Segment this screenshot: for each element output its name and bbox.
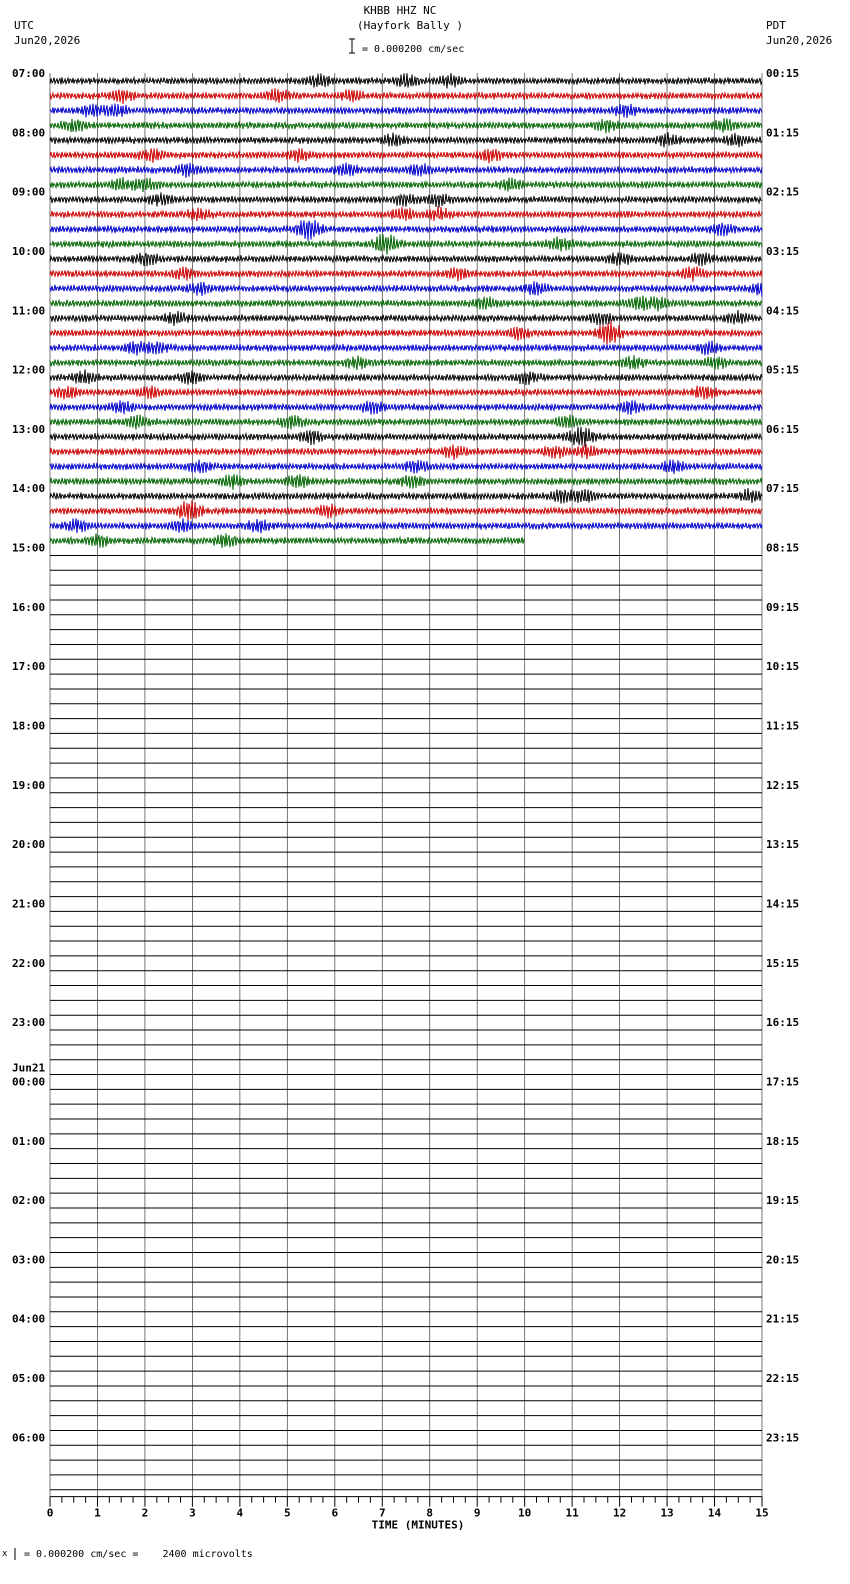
- right-hour-label: 15:15: [766, 956, 800, 970]
- station-title: KHBB HHZ NC: [363, 4, 437, 17]
- right-hour-label: 11:15: [766, 719, 800, 733]
- seismic-trace: [50, 415, 762, 430]
- left-hour-label: 22:00: [12, 956, 46, 970]
- seismic-trace: [50, 163, 762, 178]
- right-timezone: PDT: [766, 19, 786, 32]
- seismic-trace: [50, 148, 762, 163]
- x-tick-label: 2: [141, 1506, 149, 1520]
- left-hour-label: 21:00: [12, 897, 46, 911]
- seismic-trace: [50, 310, 762, 326]
- left-hour-label: 13:00: [12, 422, 46, 436]
- right-hour-label: 08:15: [766, 541, 800, 555]
- x-tick-label: 4: [236, 1506, 244, 1520]
- seismic-trace: [50, 355, 762, 370]
- right-hour-label: 03:15: [766, 244, 800, 258]
- x-tick-label: 3: [189, 1506, 196, 1520]
- x-tick-label: 15: [755, 1506, 769, 1520]
- x-tick-label: 11: [565, 1506, 579, 1520]
- left-hour-label: 23:00: [12, 1016, 46, 1030]
- right-hour-label: 00:15: [766, 67, 800, 80]
- x-tick-label: 12: [612, 1506, 627, 1520]
- x-tick-label: 10: [518, 1506, 532, 1520]
- right-hour-label: 19:15: [766, 1194, 800, 1208]
- seismic-trace: [50, 266, 762, 281]
- right-hour-label: 17:15: [766, 1075, 800, 1089]
- right-hour-label: 10:15: [766, 660, 800, 674]
- seismic-trace: [50, 104, 762, 119]
- seismic-trace: [50, 321, 762, 345]
- right-hour-label: 13:15: [766, 838, 800, 852]
- right-hour-label: 01:15: [766, 126, 800, 140]
- left-hour-label: 18:00: [12, 719, 46, 733]
- left-hour-label: 09:00: [12, 185, 46, 199]
- left-hour-label: 17:00: [12, 660, 46, 674]
- x-tick-label: 14: [707, 1506, 722, 1520]
- seismic-trace: [50, 518, 762, 533]
- seismic-trace: [50, 296, 762, 312]
- seismic-trace: [50, 385, 762, 399]
- footer-mark: x: [2, 1549, 8, 1559]
- x-tick-label: 7: [378, 1506, 386, 1520]
- left-hour-label: 14:00: [12, 482, 46, 496]
- right-hour-label: 22:15: [766, 1372, 800, 1386]
- seismic-trace: [50, 427, 762, 448]
- x-tick-label: 6: [331, 1506, 339, 1520]
- x-tick-label: 8: [426, 1506, 434, 1520]
- seismic-trace: [50, 460, 762, 475]
- right-hour-label: 14:15: [766, 897, 800, 911]
- x-tick-label: 9: [473, 1506, 481, 1520]
- x-tick-label: 13: [660, 1506, 674, 1520]
- left-hour-label: 15:00: [12, 541, 46, 555]
- left-hour-label: 08:00: [12, 126, 46, 140]
- date-change-label: Jun21: [12, 1061, 46, 1075]
- x-axis-label: TIME (MINUTES): [371, 1518, 465, 1532]
- left-hour-label: 02:00: [12, 1194, 46, 1208]
- scale-label: = 0.000200 cm/sec: [362, 44, 465, 55]
- left-hour-label: 20:00: [12, 838, 46, 852]
- seismic-trace: [50, 253, 762, 267]
- seismic-trace: [50, 73, 762, 88]
- right-hour-label: 18:15: [766, 1134, 800, 1148]
- left-hour-label: 06:00: [12, 1431, 46, 1445]
- left-hour-label: 03:00: [12, 1253, 46, 1267]
- seismic-trace: [50, 88, 762, 104]
- seismic-trace: [50, 369, 762, 385]
- seismic-trace: [50, 192, 762, 207]
- right-hour-label: 07:15: [766, 482, 800, 496]
- right-hour-label: 09:15: [766, 600, 800, 614]
- left-hour-label: 05:00: [12, 1372, 46, 1386]
- right-hour-label: 20:15: [766, 1253, 800, 1267]
- left-date: Jun20,2026: [14, 34, 81, 47]
- footer-scale-note: = 0.000200 cm/sec = 2400 microvolts: [24, 1549, 253, 1560]
- right-hour-label: 04:15: [766, 304, 800, 318]
- right-hour-label: 02:15: [766, 185, 800, 199]
- seismic-trace: [50, 400, 762, 415]
- seismic-trace: [50, 220, 762, 241]
- left-hour-label: 10:00: [12, 244, 46, 258]
- seismic-trace: [50, 118, 762, 133]
- left-hour-label: 00:00: [12, 1075, 46, 1089]
- seismic-trace: [50, 444, 762, 460]
- seismic-trace: [50, 234, 762, 255]
- right-hour-label: 06:15: [766, 422, 800, 436]
- right-hour-label: 16:15: [766, 1016, 800, 1030]
- seismic-trace: [50, 341, 762, 356]
- left-hour-label: 16:00: [12, 600, 46, 614]
- right-hour-label: 23:15: [766, 1431, 800, 1445]
- seismic-trace: [50, 177, 762, 192]
- seismic-trace: [50, 488, 762, 503]
- seismic-trace: [50, 474, 762, 490]
- left-hour-label: 04:00: [12, 1312, 46, 1326]
- right-hour-label: 05:15: [766, 363, 800, 377]
- seismic-trace: [50, 281, 762, 297]
- left-timezone: UTC: [14, 19, 34, 32]
- left-hour-label: 01:00: [12, 1134, 46, 1148]
- seismic-trace: [50, 206, 762, 221]
- right-date: Jun20,2026: [766, 34, 833, 47]
- seismic-trace: [50, 500, 762, 521]
- left-hour-label: 12:00: [12, 363, 46, 377]
- x-tick-label: 5: [284, 1506, 291, 1520]
- left-hour-label: 19:00: [12, 778, 46, 792]
- x-tick-label: 0: [46, 1506, 54, 1520]
- left-hour-label: 11:00: [12, 304, 46, 318]
- seismic-trace: [50, 132, 762, 147]
- x-tick-label: 1: [94, 1506, 101, 1520]
- right-hour-label: 21:15: [766, 1312, 800, 1326]
- right-hour-label: 12:15: [766, 778, 800, 792]
- site-name: (Hayfork Bally ): [357, 19, 463, 32]
- left-hour-label: 07:00: [12, 67, 46, 80]
